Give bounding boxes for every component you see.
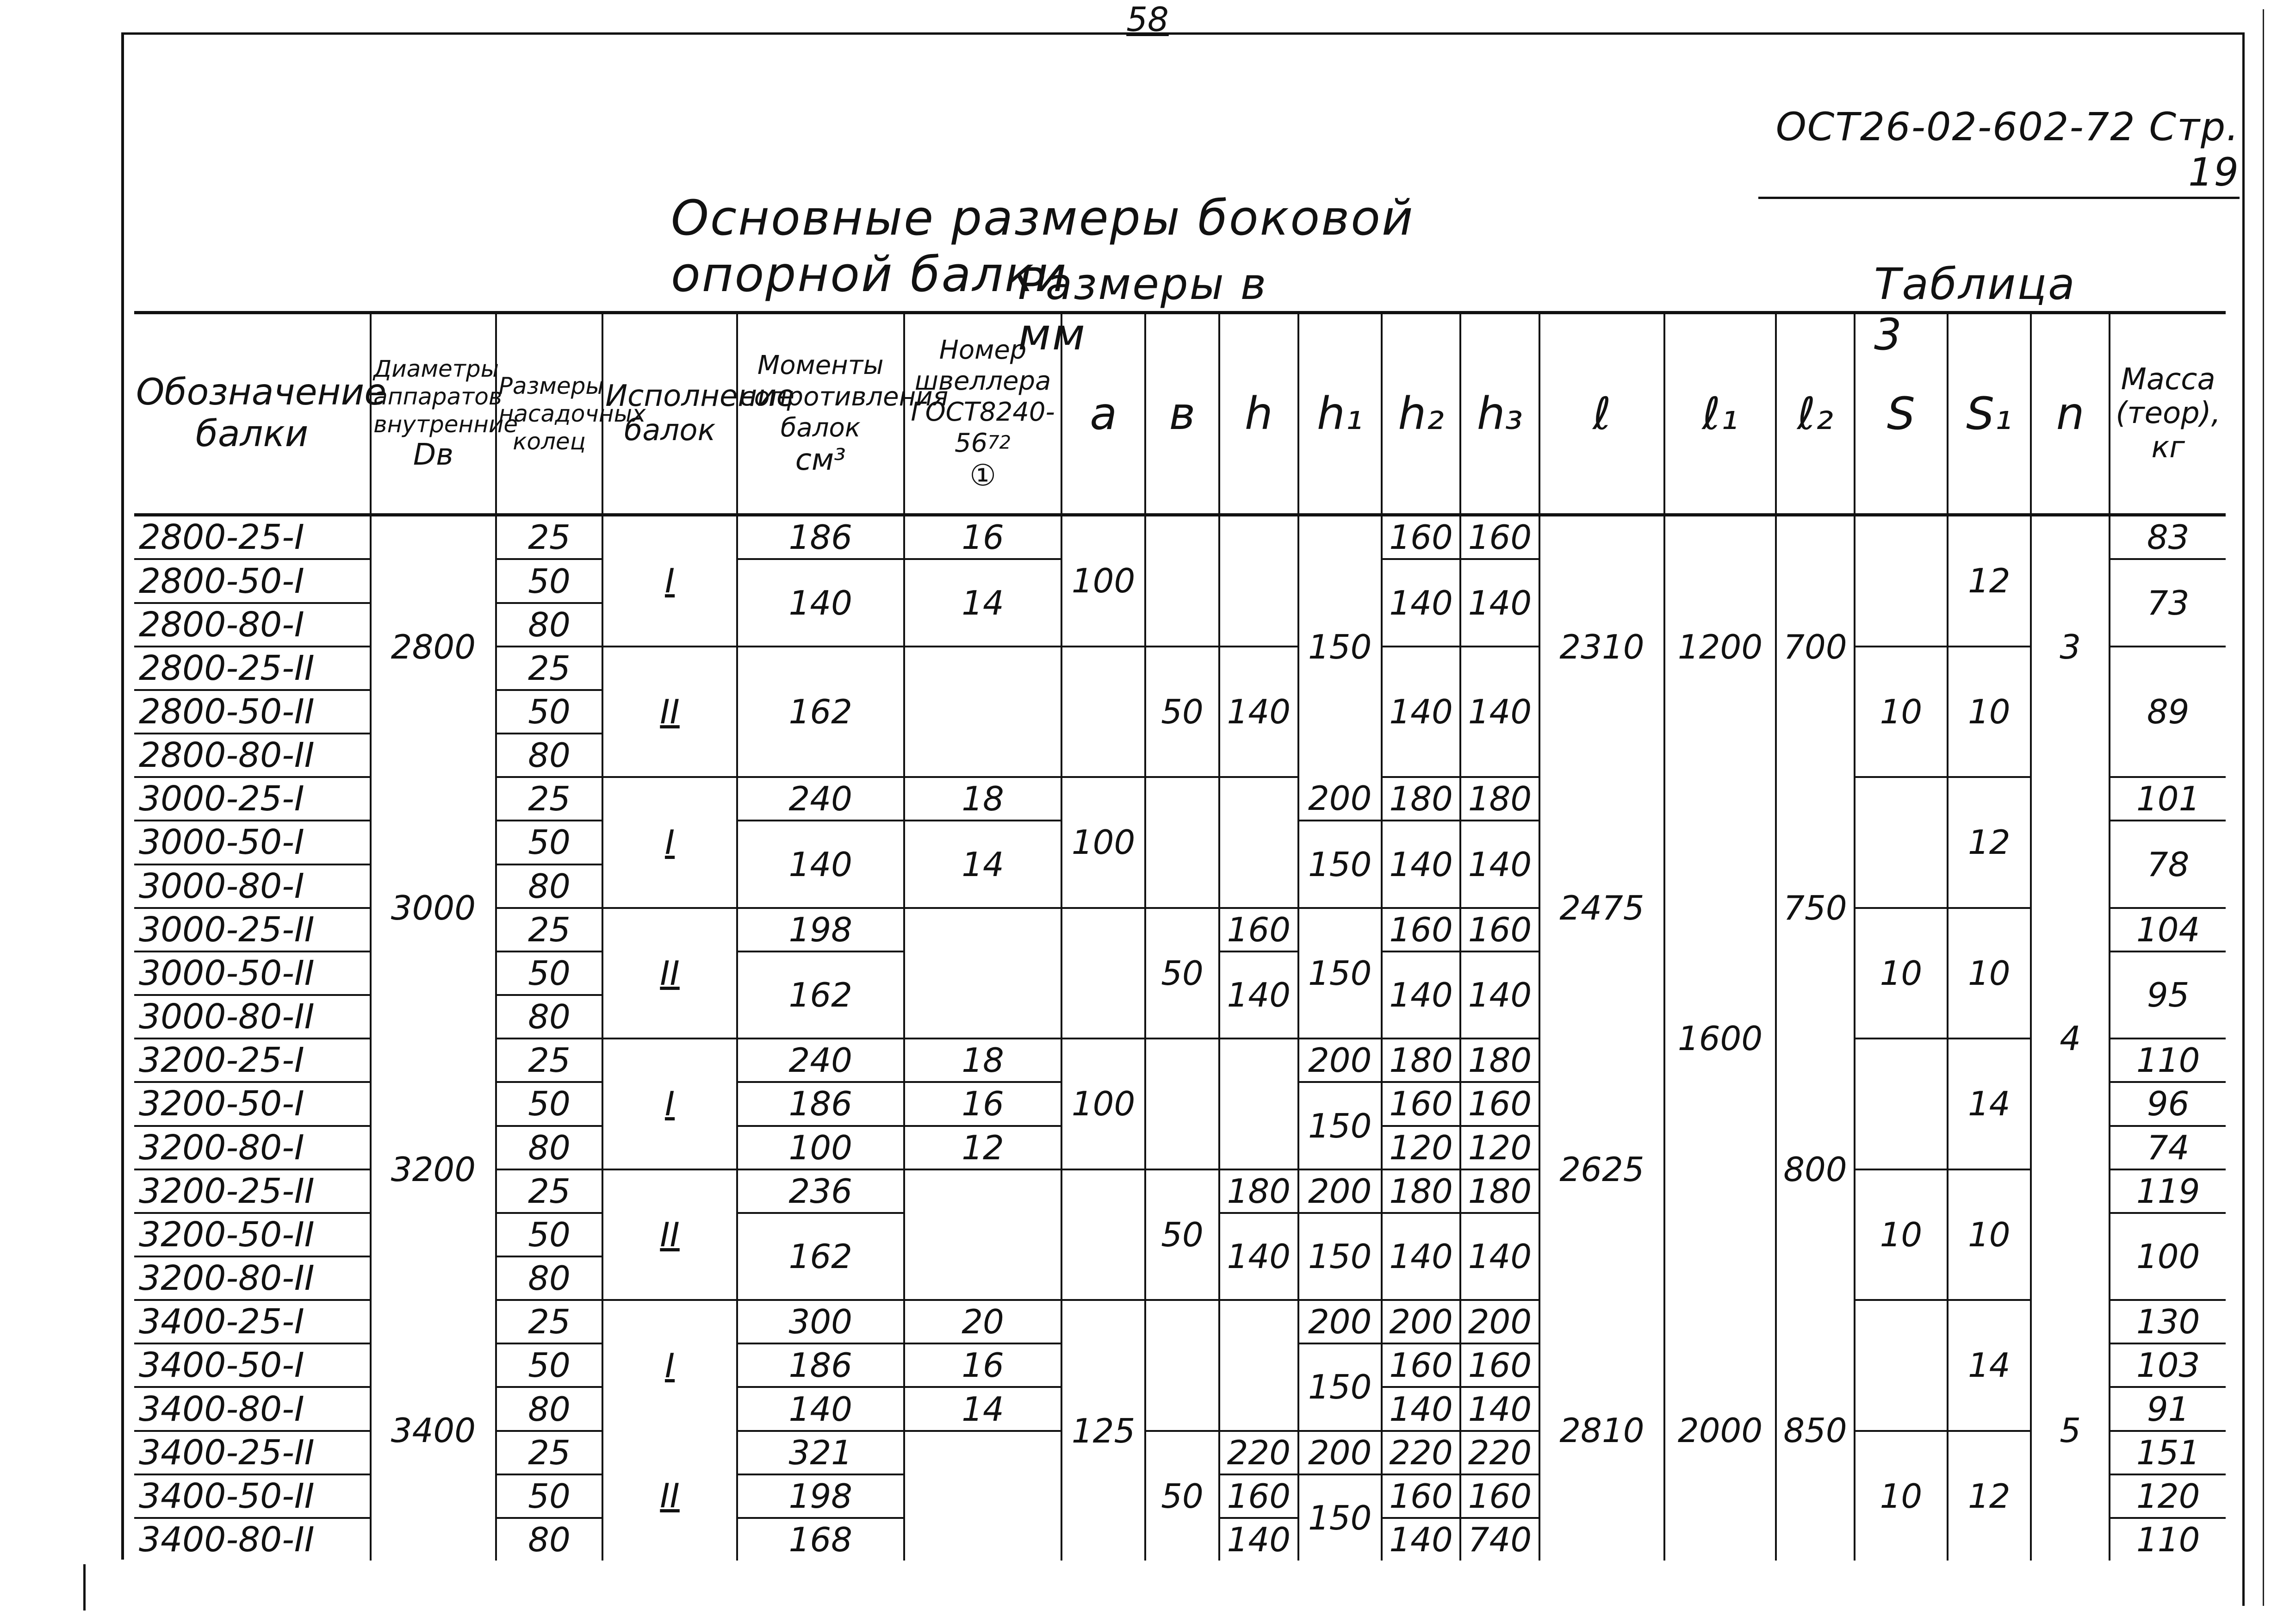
- mass-cell: 89: [2110, 647, 2226, 777]
- s1-cell: 10: [1948, 647, 2031, 777]
- designation-cell: 2800-80-II: [134, 734, 371, 777]
- s-cell: [1855, 1038, 1947, 1169]
- h-cell: 180: [1219, 1169, 1298, 1213]
- moment-cell: 140: [737, 559, 904, 646]
- designation-cell: 3000-50-I: [134, 821, 371, 864]
- header-designation: Обозначение балки: [134, 313, 371, 515]
- l2-cell: 850: [1776, 1300, 1855, 1561]
- l1-cell: 1200: [1664, 515, 1776, 777]
- l-cell: 2810: [1539, 1300, 1665, 1561]
- header-h1: h₁: [1298, 313, 1382, 515]
- s-cell: 10: [1855, 647, 1947, 777]
- h-cell: [1219, 1300, 1298, 1430]
- mass-cell: 101: [2110, 777, 2226, 821]
- s1-cell: 14: [1948, 1038, 2031, 1169]
- packing-cell: 80: [496, 995, 603, 1038]
- b-cell: [1145, 1038, 1219, 1169]
- l1-cell: 2000: [1664, 1300, 1776, 1561]
- header-h: h: [1219, 313, 1298, 515]
- a-cell: [1061, 1169, 1145, 1300]
- table-row: [134, 1300, 2226, 1343]
- mass-cell: 100: [2110, 1213, 2226, 1300]
- packing-cell: 80: [496, 864, 603, 908]
- h1-cell: 200: [1298, 1300, 1382, 1343]
- header-diameter: Диаметры аппаратов внутренние Dв: [371, 313, 496, 515]
- a-cell: [1061, 908, 1145, 1038]
- h2-cell: 140: [1382, 821, 1460, 908]
- moment-cell: 100: [737, 1126, 904, 1169]
- h3-cell: 120: [1460, 1126, 1539, 1169]
- table-row: [134, 777, 2226, 821]
- b-cell: 50: [1145, 1431, 1219, 1561]
- channel-cell: 14: [904, 559, 1062, 646]
- a-cell: [1061, 647, 1145, 777]
- h2-cell: 200: [1382, 1300, 1460, 1343]
- mass-cell: 104: [2110, 908, 2226, 951]
- channel-cell: 18: [904, 777, 1062, 821]
- a-cell: 100: [1061, 1038, 1145, 1169]
- s-cell: [1855, 515, 1947, 647]
- h3-cell: 200: [1460, 1300, 1539, 1343]
- h3-cell: 180: [1460, 1038, 1539, 1082]
- diameter-cell: 3200: [371, 1038, 496, 1300]
- channel-cell: [904, 647, 1062, 777]
- header-a: a: [1061, 313, 1145, 515]
- header-h3: h₃: [1460, 313, 1539, 515]
- table-row: [134, 1038, 2226, 1082]
- moment-cell: 240: [737, 1038, 904, 1082]
- h-cell: 160: [1219, 908, 1298, 951]
- mass-cell: 78: [2110, 821, 2226, 908]
- s1-cell: 12: [1948, 777, 2031, 908]
- b-cell: [1145, 777, 1219, 908]
- header-b: в: [1145, 313, 1219, 515]
- packing-cell: 50: [496, 1343, 603, 1387]
- h3-cell: 140: [1460, 647, 1539, 777]
- header-channel: Номер швеллера $ГОСТ8240-56^{72}$ ①: [904, 313, 1062, 515]
- h2-cell: 160: [1382, 1474, 1460, 1518]
- a-cell: 125: [1061, 1300, 1145, 1561]
- moment-cell: 198: [737, 908, 904, 951]
- h3-cell: 140: [1460, 1387, 1539, 1430]
- b-cell: 50: [1145, 1169, 1219, 1300]
- beam-dimensions-table: [134, 311, 2226, 1561]
- designation-cell: 3400-50-I: [134, 1343, 371, 1387]
- h1-cell: 150: [1298, 515, 1382, 777]
- header-s1: S₁: [1948, 313, 2031, 515]
- designation-cell: 2800-50-I: [134, 559, 371, 603]
- frame-right-edge-line: [2263, 9, 2264, 1606]
- version-cell: II: [602, 647, 737, 777]
- l2-cell: 800: [1776, 1038, 1855, 1300]
- packing-cell: 80: [496, 734, 603, 777]
- moment-cell: 162: [737, 951, 904, 1038]
- h1-cell: 200: [1298, 1169, 1382, 1213]
- diameter-cell: 2800: [371, 515, 496, 777]
- h2-cell: 220: [1382, 1431, 1460, 1474]
- h-cell: 140: [1219, 1518, 1298, 1561]
- mass-cell: 83: [2110, 515, 2226, 560]
- h2-cell: 160: [1382, 1343, 1460, 1387]
- mass-cell: 103: [2110, 1343, 2226, 1387]
- mass-cell: 73: [2110, 559, 2226, 646]
- designation-cell: 2800-25-I: [134, 515, 371, 560]
- h3-cell: 140: [1460, 1213, 1539, 1300]
- packing-cell: 50: [496, 951, 603, 995]
- h2-cell: 180: [1382, 777, 1460, 821]
- header-h2: h₂: [1382, 313, 1460, 515]
- h2-cell: 140: [1382, 1518, 1460, 1561]
- diameter-cell: 3400: [371, 1300, 496, 1561]
- header-n: n: [2031, 313, 2110, 515]
- packing-cell: 80: [496, 1518, 603, 1561]
- designation-cell: 3400-80-I: [134, 1387, 371, 1430]
- h3-cell: 140: [1460, 951, 1539, 1038]
- packing-cell: 25: [496, 777, 603, 821]
- mass-cell: 130: [2110, 1300, 2226, 1343]
- page-number: 58: [1126, 0, 1169, 39]
- designation-cell: 3000-50-II: [134, 951, 371, 995]
- header-s: S: [1855, 313, 1947, 515]
- version-cell: II: [602, 1169, 737, 1300]
- h1-cell: 200: [1298, 777, 1382, 821]
- diameter-cell: 3000: [371, 777, 496, 1038]
- s1-cell: 10: [1948, 1169, 2031, 1300]
- l-cell: 2475: [1539, 777, 1665, 1038]
- moment-cell: 162: [737, 647, 904, 777]
- designation-cell: 3200-25-I: [134, 1038, 371, 1082]
- channel-cell: 16: [904, 515, 1062, 560]
- h-cell: 140: [1219, 1213, 1298, 1300]
- channel-cell: 16: [904, 1343, 1062, 1387]
- designation-cell: 3400-25-I: [134, 1300, 371, 1343]
- table-label: Таблица 3: [1874, 259, 2076, 360]
- mass-cell: 95: [2110, 951, 2226, 1038]
- packing-cell: 50: [496, 1213, 603, 1256]
- s1-cell: 12: [1948, 515, 2031, 647]
- packing-cell: 50: [496, 1082, 603, 1126]
- version-cell: I: [602, 777, 737, 908]
- h-cell: 140: [1219, 951, 1298, 1038]
- h1-cell: 150: [1298, 1213, 1382, 1300]
- n-cell: 4: [2031, 777, 2110, 1300]
- mass-cell: 151: [2110, 1431, 2226, 1474]
- l-cell: 2625: [1539, 1038, 1665, 1300]
- packing-cell: 80: [496, 1126, 603, 1169]
- h-cell: 220: [1219, 1431, 1298, 1474]
- b-cell: 50: [1145, 647, 1219, 777]
- packing-cell: 25: [496, 515, 603, 560]
- table-row: [134, 515, 2226, 560]
- s1-cell: 10: [1948, 908, 2031, 1038]
- h-cell: [1219, 777, 1298, 908]
- h2-cell: 160: [1382, 908, 1460, 951]
- h1-cell: 200: [1298, 1431, 1382, 1474]
- page-title: Основные размеры боковой опорной балки: [671, 190, 1415, 303]
- designation-cell: 3400-80-II: [134, 1518, 371, 1561]
- h3-cell: 140: [1460, 559, 1539, 646]
- moment-cell: 186: [737, 1343, 904, 1387]
- mass-cell: 74: [2110, 1126, 2226, 1169]
- packing-cell: 25: [496, 1300, 603, 1343]
- mass-cell: 110: [2110, 1038, 2226, 1082]
- n-cell: 3: [2031, 515, 2110, 777]
- h1-cell: 150: [1298, 821, 1382, 908]
- header-packing: Размеры насадочных колец: [496, 313, 603, 515]
- designation-cell: 3000-80-I: [134, 864, 371, 908]
- moment-cell: 240: [737, 777, 904, 821]
- h-cell: [1219, 515, 1298, 647]
- designation-cell: 3000-25-II: [134, 908, 371, 951]
- h3-cell: 160: [1460, 1343, 1539, 1387]
- moment-cell: 300: [737, 1300, 904, 1343]
- h2-cell: 140: [1382, 647, 1460, 777]
- h-cell: [1219, 1038, 1298, 1169]
- version-cell: II: [602, 908, 737, 1038]
- h2-cell: 140: [1382, 1213, 1460, 1300]
- h2-cell: 140: [1382, 1387, 1460, 1430]
- a-cell: 100: [1061, 777, 1145, 908]
- mass-cell: 96: [2110, 1082, 2226, 1126]
- packing-cell: 25: [496, 1431, 603, 1474]
- header-l2: ℓ₂: [1776, 313, 1855, 515]
- h1-cell: 150: [1298, 908, 1382, 1038]
- channel-cell: 16: [904, 1082, 1062, 1126]
- version-cell: I: [602, 515, 737, 647]
- h2-cell: 180: [1382, 1169, 1460, 1213]
- packing-cell: 50: [496, 559, 603, 603]
- h3-cell: 160: [1460, 1082, 1539, 1126]
- h2-cell: 160: [1382, 515, 1460, 560]
- frame-left-line: [121, 32, 124, 1560]
- moment-cell: 321: [737, 1431, 904, 1474]
- l-cell: 2310: [1539, 515, 1665, 777]
- designation-cell: 2800-25-II: [134, 647, 371, 690]
- designation-cell: 3000-80-II: [134, 995, 371, 1038]
- h2-cell: 180: [1382, 1038, 1460, 1082]
- moment-cell: 186: [737, 1082, 904, 1126]
- l1-cell: 1600: [1664, 777, 1776, 1300]
- h1-cell: 200: [1298, 1038, 1382, 1082]
- document-code: ОСТ26-02-602-72 Стр. 19: [1758, 104, 2240, 199]
- version-cell: I: [602, 1300, 737, 1430]
- h3-cell: 140: [1460, 821, 1539, 908]
- h-cell: 140: [1219, 647, 1298, 777]
- packing-cell: 80: [496, 1256, 603, 1300]
- s-cell: [1855, 1300, 1947, 1430]
- moment-cell: 186: [737, 515, 904, 560]
- designation-cell: 3200-80-I: [134, 1126, 371, 1169]
- packing-cell: 80: [496, 603, 603, 647]
- h3-cell: 180: [1460, 777, 1539, 821]
- version-cell: I: [602, 1038, 737, 1169]
- moment-cell: 140: [737, 821, 904, 908]
- moment-cell: 168: [737, 1518, 904, 1561]
- channel-cell: 18: [904, 1038, 1062, 1082]
- table-header-row: [134, 313, 2226, 515]
- packing-cell: 25: [496, 1169, 603, 1213]
- moment-cell: 162: [737, 1213, 904, 1300]
- n-cell: 5: [2031, 1300, 2110, 1561]
- h2-cell: 160: [1382, 1082, 1460, 1126]
- version-cell: II: [602, 1431, 737, 1561]
- h3-cell: 740: [1460, 1518, 1539, 1561]
- s1-cell: 12: [1948, 1431, 2031, 1561]
- designation-cell: 3200-80-II: [134, 1256, 371, 1300]
- s-cell: 10: [1855, 908, 1947, 1038]
- frame-left-margin-line: [83, 1564, 86, 1611]
- h1-cell: 150: [1298, 1082, 1382, 1169]
- s-cell: [1855, 777, 1947, 908]
- packing-cell: 50: [496, 821, 603, 864]
- s1-cell: 14: [1948, 1300, 2031, 1430]
- header-l: ℓ: [1539, 313, 1665, 515]
- moment-cell: 198: [737, 1474, 904, 1518]
- s-cell: 10: [1855, 1169, 1947, 1300]
- designation-cell: 3200-25-II: [134, 1169, 371, 1213]
- designation-cell: 3200-50-I: [134, 1082, 371, 1126]
- h3-cell: 160: [1460, 515, 1539, 560]
- mass-cell: 110: [2110, 1518, 2226, 1561]
- packing-cell: 25: [496, 1038, 603, 1082]
- packing-cell: 50: [496, 1474, 603, 1518]
- h3-cell: 220: [1460, 1431, 1539, 1474]
- header-mass: Масса (теор), кг: [2110, 313, 2226, 515]
- channel-cell: 14: [904, 821, 1062, 908]
- channel-cell: [904, 908, 1062, 1038]
- frame-right-line: [2242, 32, 2245, 1606]
- h3-cell: 180: [1460, 1169, 1539, 1213]
- channel-cell: 20: [904, 1300, 1062, 1343]
- mass-cell: 91: [2110, 1387, 2226, 1430]
- header-l1: ℓ₁: [1664, 313, 1776, 515]
- h3-cell: 160: [1460, 1474, 1539, 1518]
- moment-cell: 140: [737, 1387, 904, 1430]
- designation-cell: 3000-25-I: [134, 777, 371, 821]
- h2-cell: 120: [1382, 1126, 1460, 1169]
- h3-cell: 160: [1460, 908, 1539, 951]
- designation-cell: 2800-80-I: [134, 603, 371, 647]
- packing-cell: 50: [496, 690, 603, 734]
- header-version: Исполнение балок: [602, 313, 737, 515]
- b-cell: [1145, 1300, 1219, 1430]
- h1-cell: 150: [1298, 1343, 1382, 1430]
- units-note: Размеры в мм: [1018, 259, 1268, 360]
- designation-cell: 3200-50-II: [134, 1213, 371, 1256]
- channel-cell: [904, 1169, 1062, 1300]
- channel-cell: 12: [904, 1126, 1062, 1169]
- s-cell: 10: [1855, 1431, 1947, 1561]
- l2-cell: 700: [1776, 515, 1855, 777]
- b-cell: [1145, 515, 1219, 647]
- designation-cell: 3400-25-II: [134, 1431, 371, 1474]
- h2-cell: 140: [1382, 951, 1460, 1038]
- packing-cell: 80: [496, 1387, 603, 1430]
- mass-cell: 120: [2110, 1474, 2226, 1518]
- header-moment: Моменты сопротивления балок см³: [737, 313, 904, 515]
- moment-cell: 236: [737, 1169, 904, 1213]
- channel-cell: [904, 1431, 1062, 1561]
- h2-cell: 140: [1382, 559, 1460, 646]
- packing-cell: 25: [496, 908, 603, 951]
- channel-cell: 14: [904, 1387, 1062, 1430]
- l2-cell: 750: [1776, 777, 1855, 1038]
- designation-cell: 3400-50-II: [134, 1474, 371, 1518]
- h1-cell: 150: [1298, 1474, 1382, 1561]
- designation-cell: 2800-50-II: [134, 690, 371, 734]
- packing-cell: 25: [496, 647, 603, 690]
- mass-cell: 119: [2110, 1169, 2226, 1213]
- a-cell: 100: [1061, 515, 1145, 647]
- b-cell: 50: [1145, 908, 1219, 1038]
- h-cell: 160: [1219, 1474, 1298, 1518]
